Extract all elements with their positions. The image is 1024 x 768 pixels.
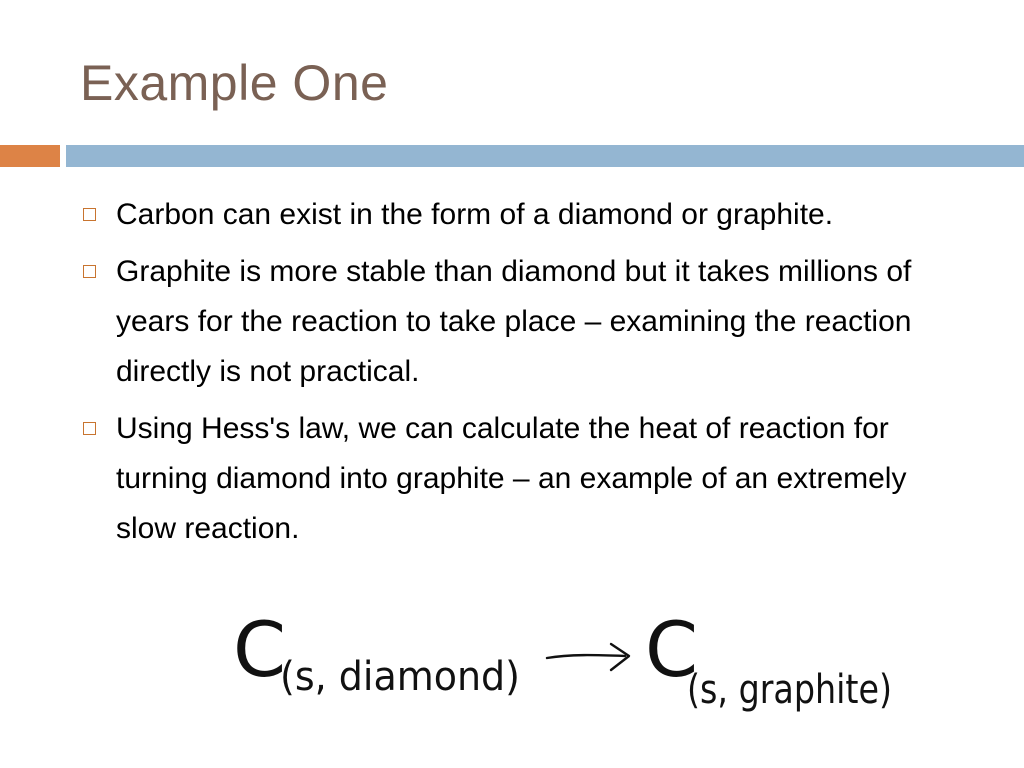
slide-title: Example One — [80, 55, 389, 111]
product-element: C — [645, 605, 699, 694]
product-state: (s, graphite) — [687, 667, 892, 713]
reactant-element: C — [233, 605, 287, 694]
bullet-list — [80, 190, 960, 561]
bullet-item — [80, 190, 960, 240]
handwritten-equation — [225, 598, 905, 733]
square-bullet-icon — [83, 265, 96, 278]
bullet-text: Carbon can exist in the form of a diamond or graphite. — [116, 198, 834, 231]
reaction-arrow-shaft — [547, 655, 625, 658]
accent-bar-orange — [0, 145, 60, 167]
square-bullet-icon — [83, 422, 96, 435]
reactant-state: (s, diamond) — [280, 654, 520, 700]
bullet-text: Using Hess's law, we can calculate the heat of reaction for turning diamond into graphite – an example of an extremely slow reaction. — [116, 412, 907, 545]
bullet-item — [80, 404, 960, 554]
accent-bar-blue — [66, 145, 1024, 167]
square-bullet-icon — [83, 208, 96, 221]
bullet-text: Graphite is more stable than diamond but it takes millions of years for the reaction to take place – examining the reaction directly is not practical. — [116, 255, 912, 388]
bullet-item — [80, 247, 960, 397]
